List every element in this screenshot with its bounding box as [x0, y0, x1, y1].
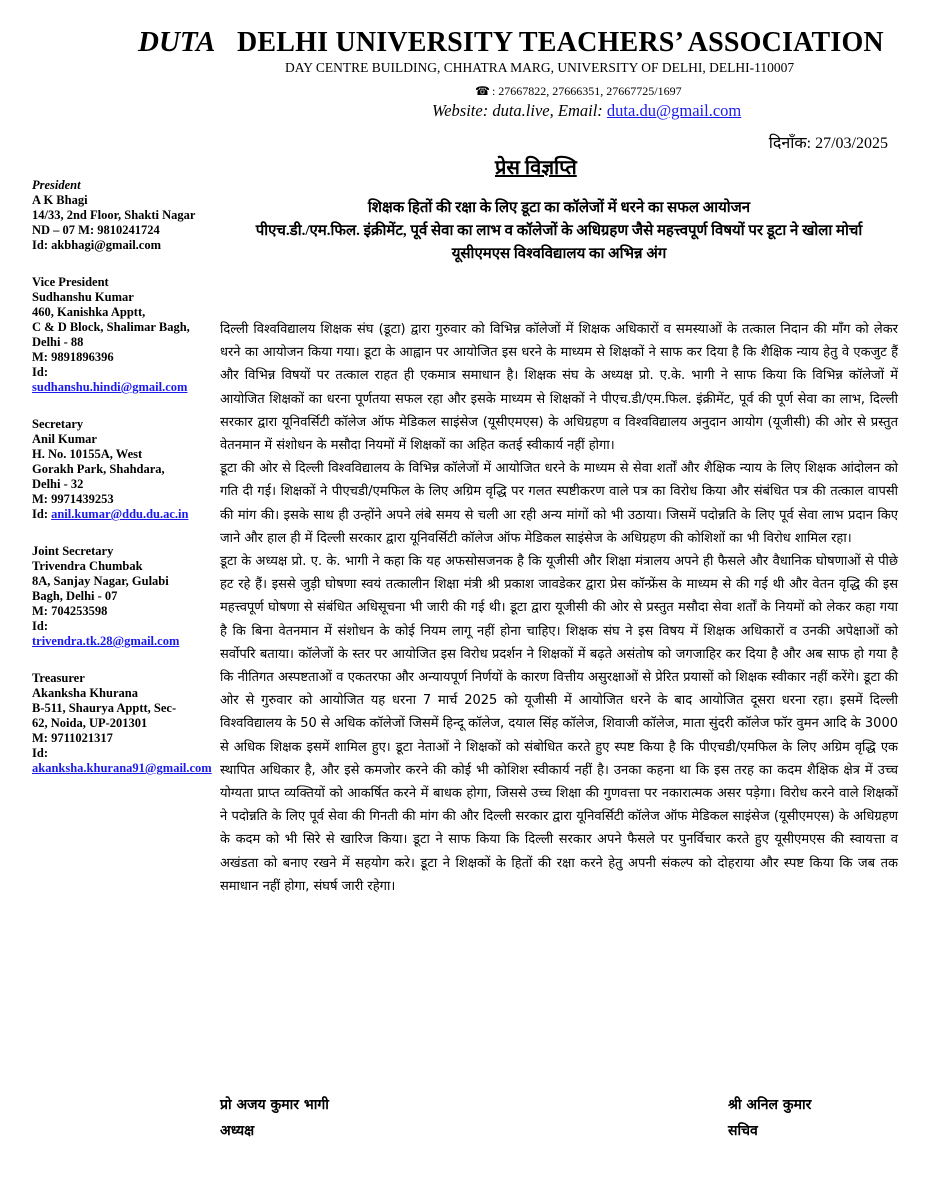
treasurer-email-link[interactable]: akanksha.khurana91@gmail.com: [32, 761, 212, 775]
press-release-title: प्रेस विज्ञप्ति: [495, 157, 577, 179]
president-address-1: 14/33, 2nd Floor, Shakti Nagar: [32, 208, 196, 222]
website-prefix: Website: duta.live, Email:: [432, 101, 607, 120]
telephone-icon: ☎: [475, 84, 490, 98]
vice-president-address-2: C & D Block, Shalimar Bagh,: [32, 320, 190, 334]
office-bearers-sidebar: [32, 178, 214, 798]
org-phone: [475, 84, 682, 99]
org-abbreviation: DUTA: [138, 26, 216, 58]
signature-president-name: प्रो अजय कुमार भागी: [220, 1097, 329, 1113]
press-body: [220, 318, 898, 898]
signature-secretary-title: सचिव: [728, 1123, 758, 1139]
signature-secretary: [728, 1092, 811, 1144]
paragraph-1: दिल्ली विश्वविद्यालय शिक्षक संघ (डूटा) द्वारा गुरुवार को विभिन्न कॉलेजों में शिक्षक अधिकारों व समस्याओं के तत्काल निदान की माँग को लेकर धरने का आयोजन किया गया। डूटा के आह्वान पर आयोजित इस धरने के माध्यम से शिक्षकों ने साफ कर दिया है कि शैक्षिक न्याय हेतु वे एकजुट हैं और विभिन्न विषयों पर तत्काल राहत ही एकमात्र समाधान है। शिक्षक संघ के अध्यक्ष प्रो. ए.के. भागी ने साफ किया कि विभिन्न कॉलेजों में आयोजित शिक्षकों का धरना पूर्णतया सफल रहा और इसके माध्यम से शिक्षकों ने पीएच.डी/एम.फिल. इंक्रीमेंट, पूर्व की पूर्ण सेवा का लाभ, दिल्ली सरकार द्वारा यूनिवर्सिटी कॉलेज ऑफ मेडिकल साइंसेज (यूसीएमएस) के अधिग्रहण व विश्वविद्यालय अनुदान आयोग (यूजीसी) की ओर से प्रस्तुत वेतनमान में संशोधन के मसौदा नियमों में शिक्षकों का अहित कतई स्वीकार्य नहीं होगा।: [220, 322, 899, 454]
signature-secretary-name: श्री अनिल कुमार: [728, 1097, 812, 1113]
secretary-email-link[interactable]: anil.kumar@ddu.du.ac.in: [51, 507, 189, 521]
joint-secretary-name: Trivendra Chumbak: [32, 559, 143, 573]
org-name: DELHI UNIVERSITY TEACHERS’ ASSOCIATION: [237, 27, 884, 58]
joint-secretary-email-link[interactable]: trivendra.tk.28@gmail.com: [32, 634, 180, 648]
phone-numbers: : 27667822, 27666351, 27667725/1697: [491, 84, 682, 98]
secretary-block: [32, 417, 214, 522]
vice-president-block: [32, 275, 214, 395]
treasurer-block: [32, 671, 214, 776]
paragraph-2: डूटा की ओर से दिल्ली विश्वविद्यालय के विभिन्न कॉलेजों में आयोजित धरने के माध्यम से सेवा शर्तों और शैक्षिक न्याय के लिए शिक्षक आंदोलन को गति दी गई। शिक्षकों ने पीएचडी/एमफिल के लिए अग्रिम वृद्धि पर गलत स्पष्टीकरण वाले पत्र का विरोध किया और संबंधित पत्र की तत्काल वापसी की मांग की। इसके साथ ही उन्होंने अपने लंबे समय से चली आ रही अन्य मांगों को भी उठाया। जिसमें पदोन्नति के लिए पूर्व सेवा लाभ प्रदान किए जाने और हाल ही में दिल्ली सरकार द्वारा यूनिवर्सिटी कॉलेज ऑफ मेडिकल साइंसेज के अधिग्रहण की कोशिशों का भी विरोध शामिल रहा।: [220, 461, 898, 546]
treasurer-address-2: 62, Noida, UP-201301: [32, 716, 148, 730]
secretary-address-3: Delhi - 32: [32, 477, 84, 491]
secretary-mobile: M: 9971439253: [32, 492, 114, 506]
secretary-role: Secretary: [32, 417, 84, 431]
treasurer-name: Akanksha Khurana: [32, 686, 138, 700]
treasurer-role: Treasurer: [32, 671, 85, 685]
treasurer-mobile: M: 9711021317: [32, 731, 113, 745]
press-date: दिनाँक: 27/03/2025: [768, 135, 888, 152]
president-name: A K Bhagi: [32, 193, 88, 207]
secretary-address-2: Gorakh Park, Shahdara,: [32, 462, 165, 476]
president-address-2: ND – 07 M: 9810241724: [32, 223, 160, 237]
vice-president-role: Vice President: [32, 275, 109, 289]
joint-secretary-id-label: Id:: [32, 619, 48, 633]
secretary-address-1: H. No. 10155A, West: [32, 447, 143, 461]
secretary-id-label: Id:: [32, 507, 52, 521]
org-address: DAY CENTRE BUILDING, CHHATRA MARG, UNIVERSITY OF DELHI, DELHI-110007: [285, 60, 795, 75]
joint-secretary-role: Joint Secretary: [32, 544, 114, 558]
signature-president-title: अध्यक्ष: [220, 1123, 255, 1139]
joint-secretary-address-2: Bagh, Delhi - 07: [32, 589, 118, 603]
headline-1: शिक्षक हितों की रक्षा के लिए डूटा का कॉलेजों में धरने का सफल आयोजन: [367, 200, 751, 216]
org-website-line: [432, 101, 741, 121]
president-role: President: [32, 178, 81, 192]
joint-secretary-block: [32, 544, 214, 649]
vice-president-mobile: M: 9891896396: [32, 350, 114, 364]
press-headlines: [220, 197, 898, 266]
treasurer-address-1: B-511, Shaurya Apptt, Sec-: [32, 701, 177, 715]
vice-president-name: Sudhanshu Kumar: [32, 290, 134, 304]
vice-president-address-3: Delhi - 88: [32, 335, 84, 349]
president-block: [32, 178, 214, 253]
vice-president-address-1: 460, Kanishka Apptt,: [32, 305, 146, 319]
secretary-id-line: [32, 507, 214, 522]
headline-2: पीएच.डी./एम.फिल. इंक्रीमेंट, पूर्व सेवा का लाभ व कॉलेजों के अधिग्रहण जैसे महत्त्वपूर्ण विषयों पर डूटा ने खोला मोर्चा: [255, 223, 863, 239]
letterhead-title: [138, 26, 898, 59]
headline-3: यूसीएमएस विश्वविद्यालय का अभिन्न अंग: [451, 246, 667, 262]
treasurer-id-label: Id:: [32, 746, 48, 760]
joint-secretary-address-1: 8A, Sanjay Nagar, Gulabi: [32, 574, 169, 588]
paragraph-3: डूटा के अध्यक्ष प्रो. ए. के. भागी ने कहा कि यह अफसोसजनक है कि यूजीसी और शिक्षा मंत्रालय अपने ही फैसले और वैधानिक घोषणाओं से पीछे हट रहे हैं। इससे जुड़ी घोषणा स्वयं तत्कालीन शिक्षा मंत्री श्री प्रकाश जावडेकर द्वारा प्रेस कॉन्फ्रेंस के माध्यम से की गई थी और वेतन वृद्धि की इस महत्त्वपूर्ण घोषणा से संबंधित अधिसूचना भी जारी की गई थी। डूटा द्वारा यूजीसी की ओर से प्रस्तुत मसौदा सेवा शर्तों के नियमों को लेकर कहा गया है कि बिना वेतनमान में संशोधन के कोई नियम लागू नहीं होना चाहिए। शिक्षक संघ ने इस विषय में शिक्षक अधिकारों व उनकी अपेक्षाओं को सर्वोपरि बताया। कॉलेजों के स्तर पर आयोजित इस विरोध प्रदर्शन ने शिक्षकों में बढ़ते असंतोष को जगजाहिर कर दिया है और अब साफ हो गया है कि नीतिगत अस्पष्टताओं व एकतरफा और अन्यायपूर्ण निर्णयों के कारण वित्तीय असुरक्षाओं से प्रेरित प्रयासों को शिक्षक स्वीकार नहीं करेंगे। डूटा की ओर से गुरुवार को आयोजित यह धरना 7 मार्च 2025 को यूजीसी में आयोजित धरने के बाद आयोजित दूसरा धरना रहा। इसमें दिल्ली विश्वविद्यालय के 50 से अधिक कॉलेजों जिसमें हिन्दू कॉलेज, दयाल सिंह कॉलेज, शिवाजी कॉलेज, माता सुंदरी कॉलेज फॉर वुमन आदि के 3000 से अधिक शिक्षक इसमें शामिल हुए। डूटा नेताओं ने शिक्षकों को संबोधित करते हुए स्पष्ट किया है कि पीएचडी/एमफिल के लिए अग्रिम वृद्धि एक स्थापित अधिकार है, और इसे कमजोर करने की कोई भी कोशिश स्वीकार्य नहीं है। उनका कहना था कि इस तरह का कदम शैक्षिक क्षेत्र में उच्च योग्यता प्राप्त व्यक्तियों को आकर्षित करने में बाधक होगा, जिससे उच्च शिक्षा की गुणवत्ता पर नकारात्मक असर पड़ेगा। विरोध करने वाले शिक्षकों ने पदोन्नति के लिए पूर्व सेवा की गिनती की मांग की और दिल्ली सरकार द्वारा यूनिवर्सिटी कॉलेज ऑफ मेडिकल साइंसेज (यूसीएमएस) के अधिग्रहण के कदम को भी सिरे से खारिज किया। डूटा ने साफ किया कि दिल्ली सरकार अपने फैसले पर पुनर्विचार करते हुए यूसीएमएस की स्वायत्ता व अखंडता को बनाए रखने में सहयोग करे। डूटा ने शिक्षकों के हितों की रक्षा करने हेतु अपनी संकल्प को दोहराया और स्पष्ट किया कि जब तक समाधान नहीं होगा, संघर्ष जारी रहेगा।: [220, 554, 898, 894]
signature-president: [220, 1092, 329, 1144]
vice-president-email-link[interactable]: sudhanshu.hindi@gmail.com: [32, 380, 188, 394]
vice-president-id-label: Id:: [32, 365, 48, 379]
joint-secretary-mobile: M: 704253598: [32, 604, 108, 618]
president-email: Id: akbhagi@gmail.com: [32, 238, 162, 252]
secretary-name: Anil Kumar: [32, 432, 97, 446]
email-link[interactable]: duta.du@gmail.com: [606, 101, 742, 120]
